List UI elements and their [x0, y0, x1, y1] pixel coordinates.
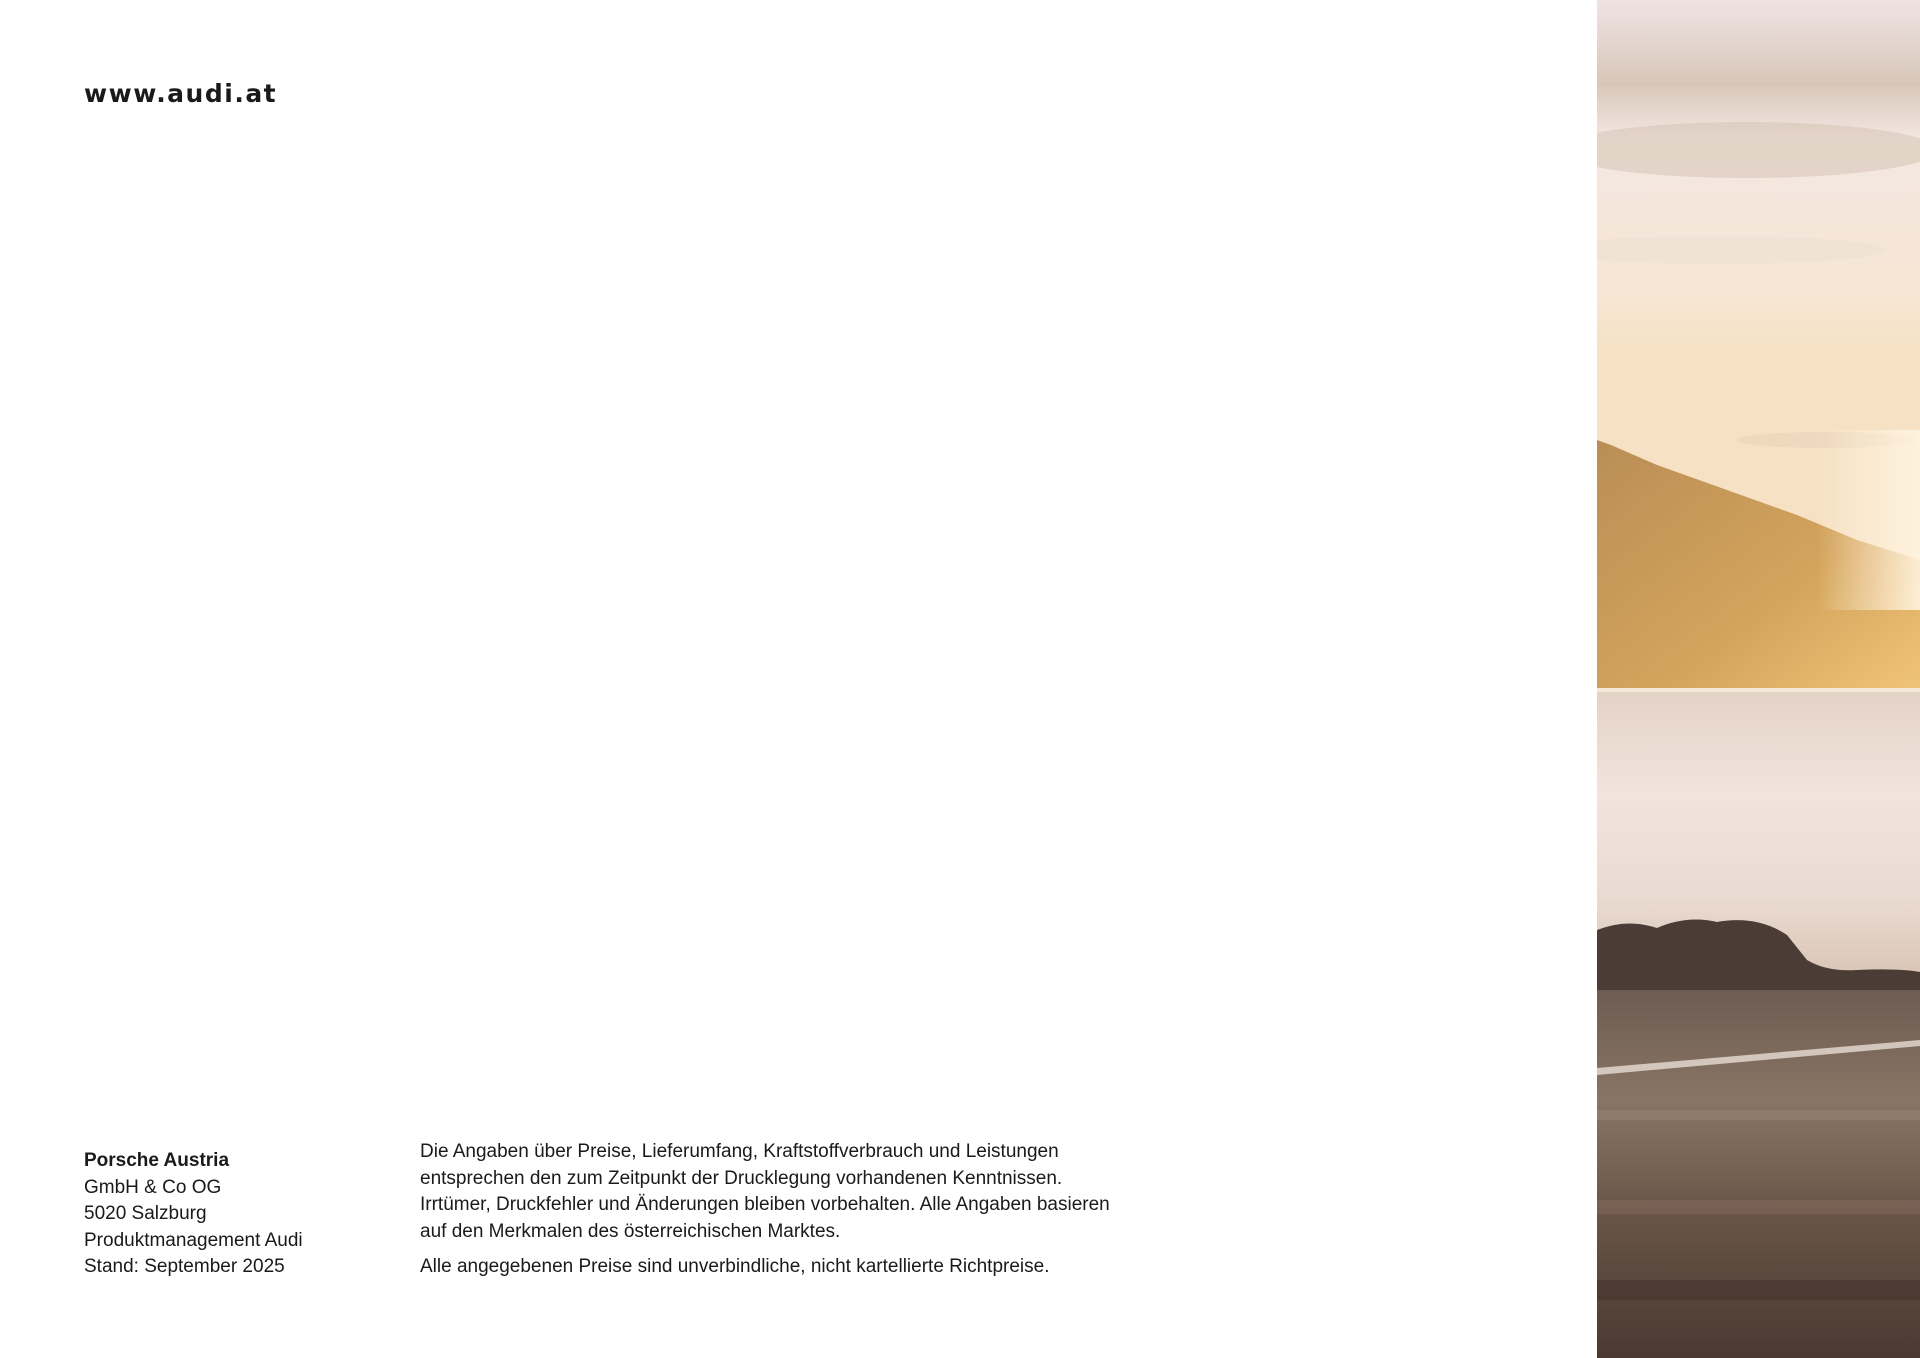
landscape-photo-illustration: [1597, 0, 1920, 1358]
imprint-block: [84, 1148, 303, 1281]
imprint-line: GmbH & Co OG: [84, 1176, 222, 1198]
disclaimer-paragraph: Alle angegebenen Preise sind unverbindliche, nicht kartellierte Richtpreise.: [420, 1256, 1050, 1277]
imprint-line: Produktmanagement Audi: [84, 1229, 303, 1251]
legal-disclaimer: [420, 1139, 1120, 1281]
website-url[interactable]: www.audi.at: [84, 79, 278, 108]
imprint-company: Porsche Austria: [84, 1150, 230, 1171]
landscape-photo: [1597, 0, 1920, 1358]
disclaimer-paragraph: Die Angaben über Preise, Lieferumfang, Kraftstoffverbrauch und Leistungen entsprechen den zum Zeitpunkt der Drucklegung vorhandenen Kenntnissen. Irrtümer, Druckfehler und Änderungen bleiben vorbehalten. Alle Angaben basieren auf den Merkmalen des österreichischen Marktes.: [420, 1141, 1110, 1242]
imprint-line: Stand: September 2025: [84, 1256, 285, 1277]
imprint-line: 5020 Salzburg: [84, 1203, 207, 1224]
